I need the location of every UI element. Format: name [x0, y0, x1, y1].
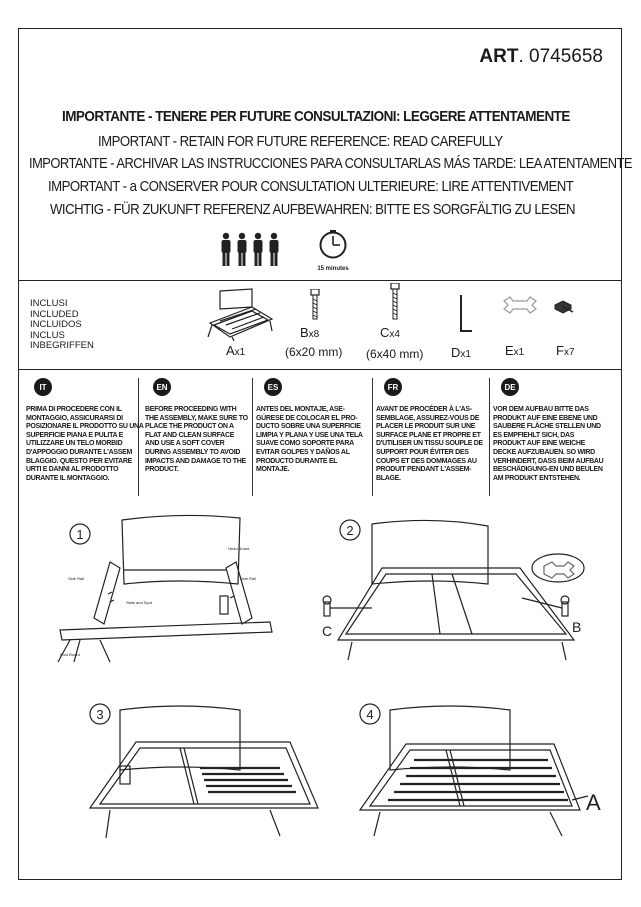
- column-divider: [489, 378, 490, 496]
- cap-icon: [553, 299, 575, 315]
- included-de: INBEGRIFFEN: [30, 340, 94, 351]
- headline-fr: IMPORTANT - a CONSERVER POUR CONSULTATION ULTERIEURE: LIRE ATTENTIVEMENT: [48, 178, 574, 195]
- flag-de-icon: DE: [501, 378, 519, 396]
- flag-it-icon: IT: [34, 378, 52, 396]
- headline-es: IMPORTANTE - ARCHIVAR LAS INSTRUCCIONES PARA CONSULTARLAS MÁS TARDE: LEA ATENTAMENTE: [29, 155, 632, 172]
- step-1-side-rail-right-label: Side Rail: [240, 576, 257, 581]
- included-label: [30, 299, 94, 352]
- part-b-qty: x8: [308, 329, 320, 340]
- article-code: . 0745658: [518, 46, 603, 67]
- step-4-number: 4: [366, 707, 374, 722]
- part-b-label: [300, 325, 319, 340]
- part-b-letter: B: [300, 325, 309, 340]
- step-1-slats-label: Slats and Spot: [126, 600, 153, 605]
- included-it: INCLUSI: [30, 298, 68, 309]
- headline-it: IMPORTANTE - TENERE PER FUTURE CONSULTAZIONI: LEGGERE ATTENTAMENTE: [62, 108, 570, 125]
- part-f-label: [556, 343, 575, 358]
- allen-key-icon: [458, 295, 474, 335]
- step-1-foot-board-label: Foot Board: [60, 652, 80, 657]
- bolt-long-icon: [388, 283, 402, 323]
- part-f-letter: F: [556, 343, 564, 358]
- assembly-time-label: 15 minutes: [317, 266, 349, 272]
- part-c-label: [380, 325, 400, 340]
- part-c-qty: x4: [389, 329, 400, 340]
- flag-fr-icon: FR: [384, 378, 402, 396]
- article-number: [479, 46, 603, 68]
- step-2-diagram: [312, 512, 612, 672]
- instructions-fr: [376, 378, 486, 483]
- step-1-diagram: [40, 512, 310, 672]
- flag-es-icon: ES: [264, 378, 282, 396]
- step-1-head-board-label: Head Board: [228, 546, 250, 551]
- headline-en: IMPORTANT - RETAIN FOR FUTURE REFERENCE: READ CAREFULLY: [98, 133, 503, 150]
- column-divider: [372, 378, 373, 496]
- step-3-diagram: [70, 700, 330, 850]
- part-d-label: [451, 345, 471, 360]
- assembly-time: [316, 230, 350, 272]
- instructions-de-text: VOR DEM AUFBAU BITTE DAS PRODUKT AUF EINE EBENE UND SAUBERE FLÄCHE STELLEN UND ES EMPFIEHLT SICH, DAS PRODUKT AUF EINE WEICHE DECKE AUFZUBAUEN. SO WIRD VERHINDERT, DASS BEIM AUFBAU BESCHÄDIGUNG-EN UND BEULEN AM PRODUKT ENTSTEHEN.: [493, 406, 604, 482]
- instructions-it: [26, 378, 144, 483]
- flag-en-icon: EN: [153, 378, 171, 396]
- article-prefix: ART: [479, 46, 519, 67]
- step-4-diagram: [340, 700, 610, 850]
- part-c-size: (6x40 mm): [366, 347, 424, 361]
- part-f-qty: x7: [563, 347, 575, 358]
- part-e-label: [505, 343, 524, 358]
- bed-frame-icon: [206, 285, 276, 341]
- step-1-number: 1: [76, 527, 84, 542]
- people-required: [220, 232, 284, 268]
- included-en: INCLUDED: [30, 308, 79, 320]
- person-icon: [220, 232, 284, 268]
- clock-icon: [318, 230, 348, 260]
- parts-list: [18, 280, 622, 370]
- included-es: INCLUIDOS: [30, 319, 82, 330]
- instructions-es: [256, 378, 368, 475]
- step-2-number: 2: [346, 523, 354, 538]
- part-a-qty: x1: [234, 347, 246, 358]
- part-a-letter: A: [226, 343, 235, 358]
- instructions-it-text: PRIMA DI PROCEDERE CON IL MONTAGGIO, ASSICURARSI DI POSIZIONARE IL PRODOTTO SU UNA SUPERFICIE PIANA E PULITA E UTILIZZARE UN TELO MORBID D'APPOGGIO DURANTE L'ASSEM BLAGGIO. QUESTO PER EVITARE URTI E DANNI AL PRODOTTO DURANTE IL MONTAGGIO.: [26, 406, 144, 482]
- headline-de: WICHTIG - FÜR ZUKUNFT REFERENZ AUFBEWAHREN: BITTE ES SORGFÄLTIG ZU LESEN: [50, 201, 575, 218]
- instructions-en: [145, 378, 249, 475]
- step-3-number: 3: [96, 707, 104, 722]
- instructions-de: [493, 378, 605, 483]
- part-b-size: (6x20 mm): [285, 345, 343, 359]
- instructions-es-text: ANTES DEL MONTAJE, ASE-GÚRESE DE COLOCAR EL PRO-DUCTO SOBRE UNA SUPERFICIE LIMPIA Y PLANA Y USE UNA TELA SUAVE COMO SOPORTE PARA EVITAR GOLPES Y DAÑOS AL PRODUCTO DURANTE EL MONTAJE.: [256, 406, 363, 474]
- part-e-qty: x1: [513, 347, 525, 358]
- part-e-letter: E: [505, 343, 514, 358]
- instructions-en-text: BEFORE PROCEEDING WITH THE ASSEMBLY, MAKE SURE TO PLACE THE PRODUCT ON A FLAT AND CLEAN SURFACE AND USE A SOFT COVER DURING ASSEMBLY TO AVOID IMPACTS AND DAMAGE TO THE PRODUCT.: [145, 406, 248, 474]
- part-c-letter: C: [380, 325, 390, 340]
- step-2-part-c-label: C: [322, 623, 333, 639]
- part-d-qty: x1: [460, 349, 471, 360]
- column-divider: [252, 378, 253, 496]
- instructions-fr-text: AVANT DE PROCÉDER À L'AS-SEMBLAGE, ASSUREZ-VOUS DE PLACER LE PRODUIT SUR UNE SURFACE PLANE ET PROPRE ET D'UTILISER UN TISSU SOUPLE DE SUPPORT POUR ÉVITER DES COUPS ET DES DOMMAGES AU PRODUIT PENDANT L'ASSEM-BLAGE.: [376, 406, 483, 482]
- part-a-label: [226, 343, 245, 358]
- step-1-side-rail-left-label: Side Rail: [68, 576, 85, 581]
- step-2-part-b-label: B: [572, 619, 582, 635]
- step-4-part-a-label: A: [586, 790, 601, 815]
- bolt-short-icon: [308, 289, 322, 323]
- part-d-letter: D: [451, 345, 461, 360]
- included-fr: INCLUS: [30, 329, 65, 341]
- wrench-icon: [502, 295, 538, 315]
